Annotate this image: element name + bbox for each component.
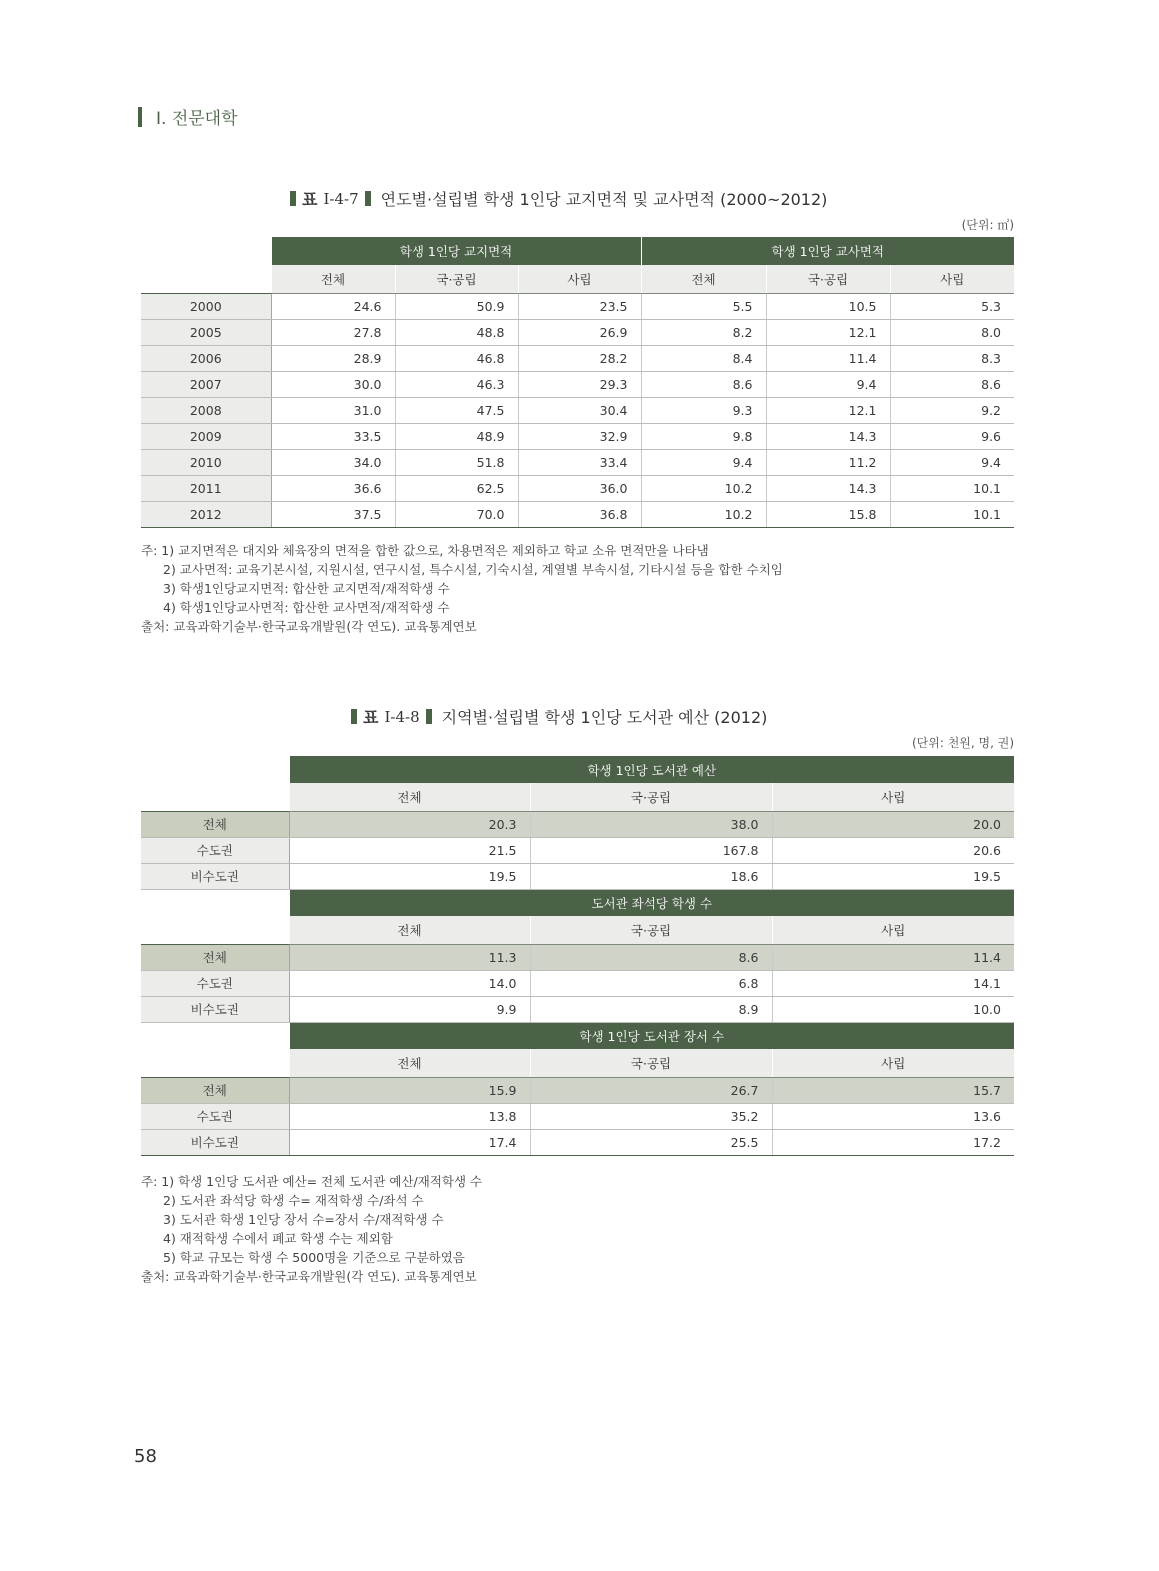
cell: 8.0 <box>890 319 1014 345</box>
cell: 5.5 <box>641 293 766 319</box>
block-header-row <box>141 1022 1014 1049</box>
table1-sub-header: 전체 <box>641 265 766 293</box>
cell: 46.3 <box>395 371 518 397</box>
cell: 32.9 <box>518 423 641 449</box>
table1-caption-title: 연도별·설립별 학생 1인당 교지면적 및 교사면적 (2000~2012) <box>380 190 828 209</box>
note-line: 2) 교사면적: 교육기본시설, 지원시설, 연구시설, 특수시설, 기숙시설, 계열별 부속시설, 기타시설 등을 합한 수치임 <box>163 562 783 577</box>
note-line: 주: 1) 교지면적은 대지와 체육장의 면적을 합한 값으로, 차용면적은 제외하고 학교 소유 면적만을 나타냄 <box>141 543 709 558</box>
row-region: 전체 <box>141 811 289 837</box>
cell: 8.9 <box>530 996 772 1022</box>
row-region: 전체 <box>141 1077 289 1103</box>
note-line: 5) 학교 규모는 학생 수 5000명을 기준으로 구분하였음 <box>163 1250 465 1265</box>
block-header: 학생 1인당 도서관 예산 <box>289 756 1014 783</box>
row-region: 수도권 <box>141 1103 289 1129</box>
block-sub-header-row <box>141 916 1014 944</box>
cell: 17.2 <box>772 1129 1014 1155</box>
cell: 33.5 <box>271 423 395 449</box>
note-line: 3) 학생1인당교지면적: 합산한 교지면적/재적학생 수 <box>163 581 450 596</box>
cell: 10.5 <box>766 293 890 319</box>
row-region: 수도권 <box>141 970 289 996</box>
note-source: 출처: 교육과학기술부·한국교육개발원(각 연도). 교육통계연보 <box>141 1269 477 1284</box>
table-row <box>141 996 1014 1022</box>
note-line: 4) 재적학생 수에서 폐교 학생 수는 제외함 <box>163 1231 393 1246</box>
cell: 30.0 <box>271 371 395 397</box>
cell: 48.9 <box>395 423 518 449</box>
table1-caption <box>290 187 827 210</box>
cell: 10.1 <box>890 501 1014 527</box>
table1-group-header: 학생 1인당 교지면적 <box>271 237 641 265</box>
cell: 20.6 <box>772 837 1014 863</box>
cell: 27.8 <box>271 319 395 345</box>
table2 <box>141 756 1014 1156</box>
table2-corner <box>141 1049 289 1077</box>
cell: 18.6 <box>530 863 772 889</box>
table-row <box>141 863 1014 889</box>
cell: 36.8 <box>518 501 641 527</box>
caption-mark-left <box>290 191 296 206</box>
table1 <box>141 237 1014 528</box>
cell: 70.0 <box>395 501 518 527</box>
block-header-row <box>141 889 1014 916</box>
note-line: 3) 도서관 학생 1인당 장서 수=장서 수/재적학생 수 <box>163 1212 444 1227</box>
table1-sub-header-row <box>141 265 1014 293</box>
table1-sub-header: 사립 <box>890 265 1014 293</box>
table1-group-header: 학생 1인당 교사면적 <box>641 237 1014 265</box>
note-line: 4) 학생1인당교사면적: 합산한 교사면적/재적학생 수 <box>163 600 450 615</box>
cell: 12.1 <box>766 397 890 423</box>
block-header: 학생 1인당 도서관 장서 수 <box>289 1022 1014 1049</box>
table2-unit: (단위: 천원, 명, 권) <box>911 736 1014 750</box>
block-sub-header: 국·공립 <box>530 1049 772 1077</box>
cell: 14.1 <box>772 970 1014 996</box>
table2-corner <box>141 756 289 783</box>
cell: 25.5 <box>530 1129 772 1155</box>
cell: 23.5 <box>518 293 641 319</box>
cell: 24.6 <box>271 293 395 319</box>
block-sub-header: 사립 <box>772 916 1014 944</box>
row-year: 2011 <box>141 475 271 501</box>
table2-caption <box>351 705 767 728</box>
cell: 28.2 <box>518 345 641 371</box>
table-row <box>141 944 1014 970</box>
table-row <box>141 811 1014 837</box>
cell: 33.4 <box>518 449 641 475</box>
table-row <box>141 970 1014 996</box>
table-row <box>141 449 1014 475</box>
cell: 10.0 <box>772 996 1014 1022</box>
row-year: 2012 <box>141 501 271 527</box>
cell: 46.8 <box>395 345 518 371</box>
table2-corner <box>141 889 289 916</box>
row-region: 비수도권 <box>141 996 289 1022</box>
cell: 47.5 <box>395 397 518 423</box>
note-line: 주: 1) 학생 1인당 도서관 예산= 전체 도서관 예산/재적학생 수 <box>141 1174 483 1189</box>
section-title: Ⅰ. 전문대학 <box>156 109 238 129</box>
caption-mark-left <box>351 709 357 724</box>
table-row <box>141 423 1014 449</box>
cell: 34.0 <box>271 449 395 475</box>
block-sub-header: 사립 <box>772 1049 1014 1077</box>
table1-sub-header: 국·공립 <box>766 265 890 293</box>
table-row <box>141 837 1014 863</box>
cell: 9.8 <box>641 423 766 449</box>
table-row <box>141 319 1014 345</box>
row-region: 비수도권 <box>141 1129 289 1155</box>
table-row <box>141 345 1014 371</box>
table1-unit: (단위: ㎡) <box>961 218 1014 232</box>
cell: 8.4 <box>641 345 766 371</box>
cell: 13.6 <box>772 1103 1014 1129</box>
block-header-row <box>141 756 1014 783</box>
table-row <box>141 293 1014 319</box>
table-row <box>141 1129 1014 1155</box>
table2-corner <box>141 1022 289 1049</box>
table1-corner <box>141 265 271 293</box>
cell: 20.3 <box>289 811 530 837</box>
row-year: 2009 <box>141 423 271 449</box>
cell: 51.8 <box>395 449 518 475</box>
table1-caption-label: 표 <box>302 190 318 209</box>
table-row <box>141 1077 1014 1103</box>
table1-sub-header: 사립 <box>518 265 641 293</box>
cell: 15.8 <box>766 501 890 527</box>
section-bar <box>138 107 142 127</box>
cell: 15.7 <box>772 1077 1014 1103</box>
block-sub-header: 전체 <box>289 1049 530 1077</box>
cell: 35.2 <box>530 1103 772 1129</box>
note-line: 2) 도서관 좌석당 학생 수= 재적학생 수/좌석 수 <box>163 1193 424 1208</box>
cell: 19.5 <box>289 863 530 889</box>
table1-sub-header: 국·공립 <box>395 265 518 293</box>
cell: 11.2 <box>766 449 890 475</box>
table1-group-header-row <box>141 237 1014 265</box>
note-source: 출처: 교육과학기술부·한국교육개발원(각 연도). 교육통계연보 <box>141 619 477 634</box>
table2-notes <box>141 1172 482 1286</box>
row-year: 2005 <box>141 319 271 345</box>
table-row <box>141 397 1014 423</box>
table2-caption-title: 지역별·설립별 학생 1인당 도서관 예산 (2012) <box>441 708 768 727</box>
cell: 28.9 <box>271 345 395 371</box>
cell: 9.3 <box>641 397 766 423</box>
row-year: 2006 <box>141 345 271 371</box>
section-header <box>138 104 238 129</box>
cell: 8.3 <box>890 345 1014 371</box>
row-year: 2007 <box>141 371 271 397</box>
cell: 14.0 <box>289 970 530 996</box>
cell: 9.6 <box>890 423 1014 449</box>
cell: 13.8 <box>289 1103 530 1129</box>
table1-corner <box>141 237 271 265</box>
block-sub-header-row <box>141 783 1014 811</box>
cell: 8.2 <box>641 319 766 345</box>
cell: 12.1 <box>766 319 890 345</box>
row-year: 2000 <box>141 293 271 319</box>
cell: 19.5 <box>772 863 1014 889</box>
table1-sub-header: 전체 <box>271 265 395 293</box>
cell: 50.9 <box>395 293 518 319</box>
block-sub-header-row <box>141 1049 1014 1077</box>
cell: 14.3 <box>766 423 890 449</box>
cell: 31.0 <box>271 397 395 423</box>
cell: 36.0 <box>518 475 641 501</box>
page-number: 58 <box>134 1446 157 1467</box>
block-sub-header: 국·공립 <box>530 916 772 944</box>
table1-caption-number: Ⅰ-4-7 <box>323 189 359 208</box>
table-row <box>141 371 1014 397</box>
row-year: 2008 <box>141 397 271 423</box>
block-sub-header: 사립 <box>772 783 1014 811</box>
table2-corner <box>141 783 289 811</box>
cell: 11.4 <box>766 345 890 371</box>
cell: 15.9 <box>289 1077 530 1103</box>
cell: 11.3 <box>289 944 530 970</box>
row-region: 전체 <box>141 944 289 970</box>
cell: 37.5 <box>271 501 395 527</box>
cell: 17.4 <box>289 1129 530 1155</box>
cell: 9.9 <box>289 996 530 1022</box>
table2-caption-number: Ⅰ-4-8 <box>384 707 420 726</box>
cell: 38.0 <box>530 811 772 837</box>
cell: 9.4 <box>766 371 890 397</box>
cell: 6.8 <box>530 970 772 996</box>
block-header: 도서관 좌석당 학생 수 <box>289 889 1014 916</box>
cell: 26.9 <box>518 319 641 345</box>
cell: 9.4 <box>890 449 1014 475</box>
block-sub-header: 전체 <box>289 783 530 811</box>
cell: 10.2 <box>641 501 766 527</box>
block-sub-header: 전체 <box>289 916 530 944</box>
table2-corner <box>141 916 289 944</box>
cell: 36.6 <box>271 475 395 501</box>
row-year: 2010 <box>141 449 271 475</box>
caption-mark-right <box>426 709 432 724</box>
caption-mark-right <box>365 191 371 206</box>
table1-notes <box>141 541 783 636</box>
row-region: 비수도권 <box>141 863 289 889</box>
cell: 9.2 <box>890 397 1014 423</box>
table-row <box>141 501 1014 527</box>
row-region: 수도권 <box>141 837 289 863</box>
cell: 29.3 <box>518 371 641 397</box>
cell: 20.0 <box>772 811 1014 837</box>
cell: 10.2 <box>641 475 766 501</box>
cell: 26.7 <box>530 1077 772 1103</box>
cell: 8.6 <box>890 371 1014 397</box>
cell: 8.6 <box>530 944 772 970</box>
cell: 10.1 <box>890 475 1014 501</box>
cell: 11.4 <box>772 944 1014 970</box>
cell: 167.8 <box>530 837 772 863</box>
block-sub-header: 국·공립 <box>530 783 772 811</box>
cell: 21.5 <box>289 837 530 863</box>
cell: 5.3 <box>890 293 1014 319</box>
table1-body <box>141 293 1014 527</box>
table-row <box>141 1103 1014 1129</box>
cell: 8.6 <box>641 371 766 397</box>
cell: 14.3 <box>766 475 890 501</box>
cell: 48.8 <box>395 319 518 345</box>
table2-caption-label: 표 <box>363 708 379 727</box>
cell: 9.4 <box>641 449 766 475</box>
cell: 62.5 <box>395 475 518 501</box>
cell: 30.4 <box>518 397 641 423</box>
table-row <box>141 475 1014 501</box>
